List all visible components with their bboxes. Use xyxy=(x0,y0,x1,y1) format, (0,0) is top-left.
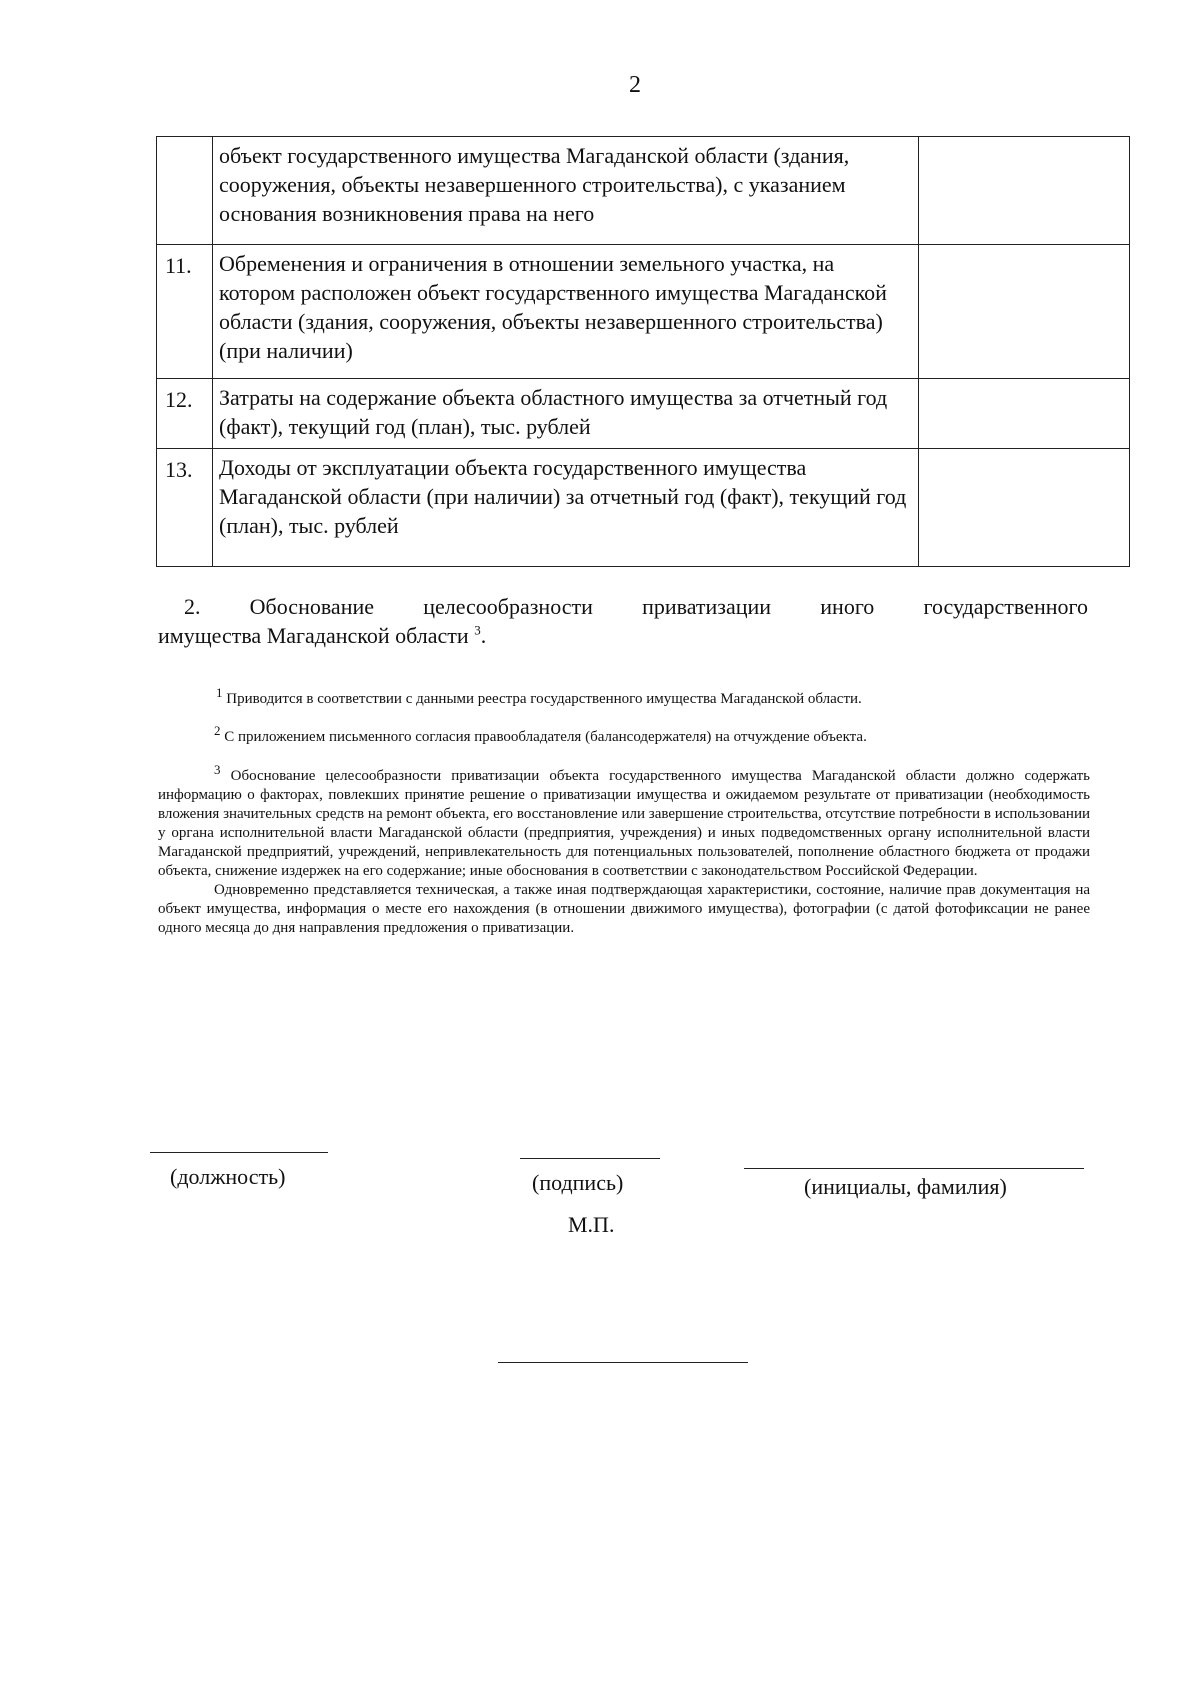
stamp-placeholder: М.П. xyxy=(568,1212,615,1237)
closing-rule xyxy=(498,1362,748,1363)
row-value xyxy=(919,137,1129,244)
section-word: целесообразности xyxy=(423,594,593,619)
footnote-ref-3: 3 xyxy=(474,622,481,638)
name-line xyxy=(744,1168,1084,1169)
signature-label: (подпись) xyxy=(532,1170,624,1195)
section-2-period: . xyxy=(480,623,487,648)
row-description: объект государственного имущества Магаданской области (здания, сооружения, объекты незавершенного строительства), с указанием основания возникновения права на него xyxy=(213,137,919,244)
row-value xyxy=(919,449,1129,566)
row-number: 11. xyxy=(157,245,213,378)
table-row xyxy=(157,137,1129,244)
section-2-text: имущества Магаданской области xyxy=(158,623,469,648)
footnote-text: С приложением письменного согласия правообладателя (балансодержателя) на отчуждение объекта. xyxy=(224,729,867,745)
footnote-text: Обоснование целесообразности приватизации объекта государственного имущества Магаданской области должно содержать информацию о факторах, повлекших принятие решение о приватизации имущества и ожидаемом результате от приватизации (необходимость вложения значительных средств на ремонт объекта, его восстановление или завершение строительства, отсутствие потребности в использовании у органа исполнительной власти Магаданской области (предприятия, учреждения) и иных подведомственных органу исполнительной власти Магаданской предприятий, учреждений, непривлекательность для потенциальных пользователей, пополнение областного бюджета от продажи объекта, снижение издержек на его содержание; иные обоснования в соответствии с законодательством Российской Федерации. xyxy=(158,768,1091,879)
footnote-mark: 3 xyxy=(214,762,221,777)
section-2-heading xyxy=(158,592,1088,650)
signature-line xyxy=(520,1158,660,1159)
section-word: приватизации xyxy=(642,594,772,619)
section-word: Обоснование xyxy=(249,594,375,619)
row-number: 12. xyxy=(157,379,213,448)
footnote-2 xyxy=(214,723,1090,747)
row-number: 13. xyxy=(157,449,213,566)
section-2-line-1 xyxy=(158,592,1088,621)
table-row xyxy=(157,244,1129,378)
footnote-mark: 1 xyxy=(216,685,223,700)
section-word: иного xyxy=(820,594,875,619)
position-line xyxy=(150,1152,328,1153)
page-number: 2 xyxy=(629,72,641,98)
section-word: государственного xyxy=(923,594,1088,619)
row-description: Доходы от эксплуатации объекта государственного имущества Магаданской области (при наличии) за отчетный год (факт), текущий год (план), тыс. рублей xyxy=(213,449,919,566)
footnote-1 xyxy=(216,685,1090,709)
section-number: 2. xyxy=(184,594,201,619)
table-row xyxy=(157,448,1129,566)
section-2-line-2 xyxy=(158,621,1088,650)
info-table xyxy=(156,136,1130,567)
table-row xyxy=(157,378,1129,448)
row-value xyxy=(919,379,1129,448)
footnotes xyxy=(158,685,1091,938)
footnote-text: Приводится в соответствии с данными реестра государственного имущества Магаданской области. xyxy=(226,691,862,707)
name-label: (инициалы, фамилия) xyxy=(804,1174,1007,1199)
row-number xyxy=(157,137,213,244)
footnote-3 xyxy=(158,762,1091,881)
row-value xyxy=(919,245,1129,378)
row-description: Обременения и ограничения в отношении земельного участка, на котором расположен объект государственного имущества Магаданской области (здания, сооружения, объекты незавершенного строительства) (при наличии) xyxy=(213,245,919,378)
footnote-mark: 2 xyxy=(214,723,221,738)
position-label: (должность) xyxy=(170,1164,286,1189)
row-description: Затраты на содержание объекта областного имущества за отчетный год (факт), текущий год (план), тыс. рублей xyxy=(213,379,919,448)
footnote-3-continuation: Одновременно представляется техническая, а также иная подтверждающая характеристики, состояние, наличие прав документация на объект имущества, информация о месте его нахождения (в отношении движимого имущества), фотографии (с датой фотофиксации не ранее одного месяца до дня направления предложения о приватизации. xyxy=(158,882,1090,936)
